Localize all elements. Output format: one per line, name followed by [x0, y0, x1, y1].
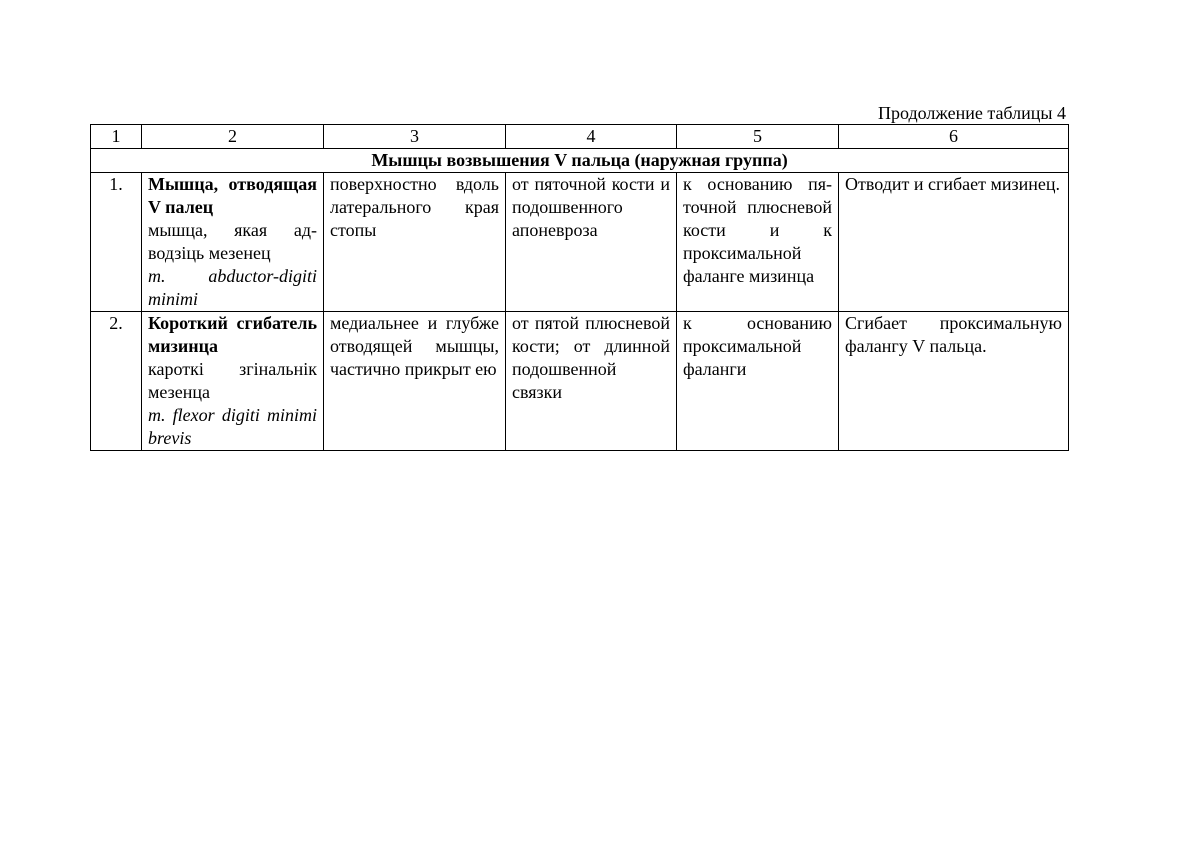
table-row: [91, 173, 1069, 312]
origin-cell: от пяточной кости и подошвенного апоневроза: [506, 173, 677, 312]
column-number: 1: [91, 125, 142, 149]
row-number: 1.: [91, 173, 142, 312]
position-cell: поверхностно вдоль латерального края стопы: [324, 173, 506, 312]
table-caption: Продолжение таблицы 4: [878, 103, 1066, 123]
position-cell: медиальнее и глубже отводящей мышцы, частично прикрыт ею: [324, 312, 506, 451]
muscle-name-cell: [142, 312, 324, 451]
muscle-name-by: кароткі згінальнік мезенца: [148, 359, 317, 402]
column-number: 5: [677, 125, 839, 149]
function-cell: Отводит и сгибает мизинец.: [839, 173, 1069, 312]
group-title: Мышцы возвышения V пальца (наружная группа): [91, 149, 1069, 173]
muscle-name-ru: Мышца, отводящая V палец: [148, 174, 317, 217]
muscle-name-latin: m. flexor digiti minimi brevis: [148, 405, 317, 448]
muscle-table: [90, 124, 1069, 451]
muscle-name-ru: Короткий сгибатель мизинца: [148, 313, 317, 356]
column-number: 6: [839, 125, 1069, 149]
origin-cell: от пятой плюсневой кости; от длинной подошвенной связки: [506, 312, 677, 451]
function-cell: Сгибает проксимальную фалангу V пальца.: [839, 312, 1069, 451]
muscle-name-latin: m. abductor-digiti minimi: [148, 266, 317, 309]
column-number: 2: [142, 125, 324, 149]
muscle-name-by: мышца, якая адводзіць мезенец: [148, 220, 317, 263]
group-header-row: [91, 149, 1069, 173]
table-row: [91, 312, 1069, 451]
insertion-cell: к основанию проксимальной фаланги: [677, 312, 839, 451]
insertion-cell: к основанию пяточной плюсневой кости и к проксимальной фаланге мизинца: [677, 173, 839, 312]
row-number: 2.: [91, 312, 142, 451]
column-number-row: [91, 125, 1069, 149]
column-number: 3: [324, 125, 506, 149]
column-number: 4: [506, 125, 677, 149]
muscle-name-cell: [142, 173, 324, 312]
